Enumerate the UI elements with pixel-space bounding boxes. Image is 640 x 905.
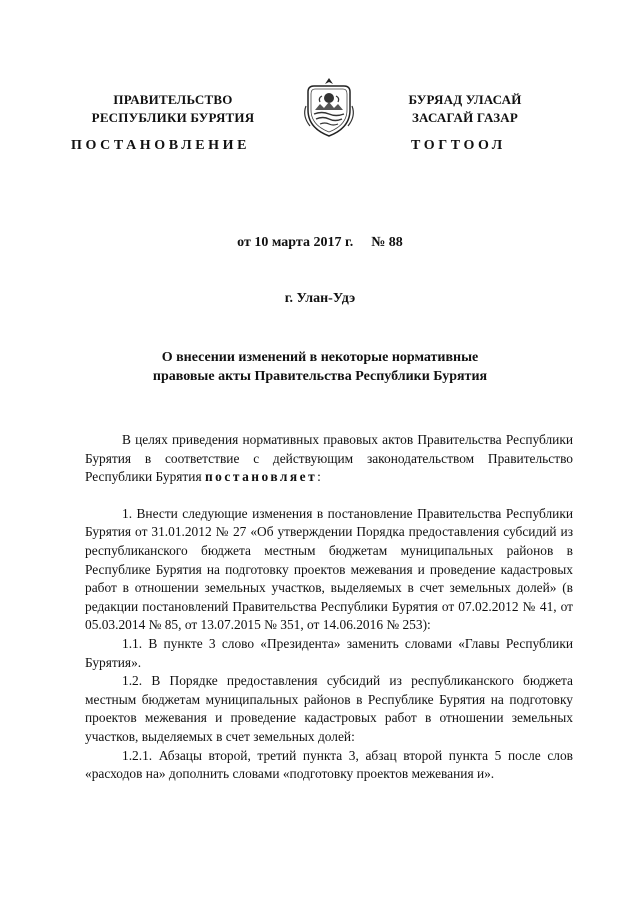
document-subject <box>0 348 640 386</box>
left-org-name <box>58 91 288 127</box>
subject-line1: О внесении изменений в некоторые нормативные <box>161 350 479 365</box>
right-org-line1: БУРЯАД УЛАСАЙ <box>408 92 522 107</box>
preamble-end: : <box>317 469 321 485</box>
doc-type-right: ТОГТООЛ <box>411 138 506 153</box>
preamble-paragraph <box>85 431 573 487</box>
doc-type-left: ПОСТАНОВЛЕНИЕ <box>71 138 251 153</box>
paragraph-1-1: 1.1. В пункте 3 слово «Президента» заменить словами «Главы Республики Бурятия». <box>85 635 573 670</box>
document-city: г. Улан-Удэ <box>284 291 356 306</box>
date-number-line <box>0 235 640 251</box>
document-date: от 10 марта 2017 г. <box>237 235 354 250</box>
preamble-keyword: постановляет <box>204 469 318 485</box>
right-org-name <box>380 91 550 127</box>
paragraph-1-2: 1.2. В Порядке предоставления субсидий из республиканского бюджета местным бюджетам муниципальных районов в Республике Бурятия на подготовку проектов межевания и проведение кадастровых работ в отношении земельных участков, выделяемых в счет земельных долей: <box>85 673 573 744</box>
left-org-line2: РЕСПУБЛИКИ БУРЯТИЯ <box>91 110 255 125</box>
paragraph-1-2-1: 1.2.1. Абзацы второй, третий пункта 3, абзац второй пункта 5 после слов «расходов на» дополнить словами «подготовку проектов межевания и». <box>85 747 573 782</box>
right-org-line2: ЗАСАГАЙ ГАЗАР <box>411 110 519 125</box>
paragraph-1: 1. Внести следующие изменения в постановление Правительства Республики Бурятия от 31.01.2012 № 27 «Об утверждении Порядка предоставления субсидий из республиканского бюджета местным бюджетам муниципальных районов в Республике Бурятия на подготовку проектов межевания и проведение кадастровых работ в отношении земельных участков, выделяемых в счет земельных долей» (в редакции постановлений Правительства Республики Бурятия от 07.02.2012 № 41, от 05.03.2014 № 85, от 13.07.2015 № 351, от 14.06.2016 № 253): <box>85 505 573 633</box>
left-org-line1: ПРАВИТЕЛЬСТВО <box>113 92 233 107</box>
document-number: № 88 <box>371 235 403 250</box>
preamble-text: В целях приведения нормативных правовых актов Правительства Республики Бурятия в соответствие с действующим законодательством Правительство Республики Бурятия <box>85 432 573 485</box>
document-body <box>85 431 573 784</box>
coat-of-arms-icon <box>300 76 358 140</box>
subject-line2: правовые акты Правительства Республики Бурятия <box>152 369 488 384</box>
